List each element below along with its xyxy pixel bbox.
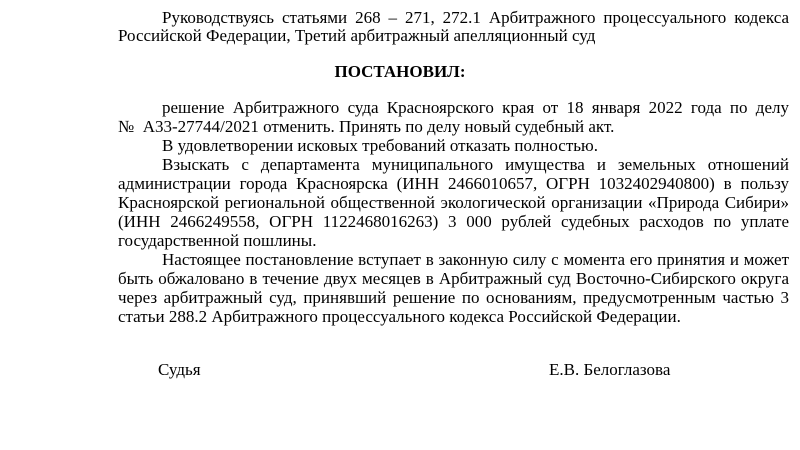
ruling-p1-line-2: № А33-27744/2021 отменить. Принять по делу новый судебный акт. [118,117,615,136]
signature-role: Судья [158,360,201,379]
ruling-p3-line-3: Красноярской региональной общественной экологической организации «Природа Сибири» [118,193,789,212]
ruling-p4-line-4: статьи 288.2 Арбитражного процессуального кодекса Российской Федерации. [118,307,681,326]
ruling-p3-line-1: Взыскать с департамента муниципального имущества и земельных отношений [162,155,789,174]
intro-line-2: Российской Федерации, Третий арбитражный апелляционный суд [118,26,596,45]
ruling-p3-line-5: государственной пошлины. [118,231,317,250]
ruling-heading: ПОСТАНОВИЛ: [334,62,466,81]
intro-line-1: Руководствуясь статьями 268 – 271, 272.1 Арбитражного процессуального кодекса [162,8,789,27]
ruling-p3-line-4: (ИНН 2466249558, ОГРН 1122468016263) 3 000 рублей судебных расходов по уплате [118,212,789,231]
ruling-p2: В удовлетворении исковых требований отказать полностью. [162,136,598,155]
signature-name: Е.В. Белоглазова [549,360,671,379]
ruling-p1-line-1: решение Арбитражного суда Красноярского края от 18 января 2022 года по делу [162,98,789,117]
ruling-p3-line-2: администрации города Красноярска (ИНН 2466010657, ОГРН 1032402940800) в пользу [118,174,789,193]
ruling-p4-line-3: через арбитражный суд, принявший решение по основаниям, предусмотренным частью 3 [118,288,789,307]
ruling-p4-line-2: быть обжаловано в течение двух месяцев в Арбитражный суд Восточно-Сибирского округа [118,269,789,288]
ruling-p4-line-1: Настоящее постановление вступает в законную силу с момента его принятия и может [162,250,789,269]
